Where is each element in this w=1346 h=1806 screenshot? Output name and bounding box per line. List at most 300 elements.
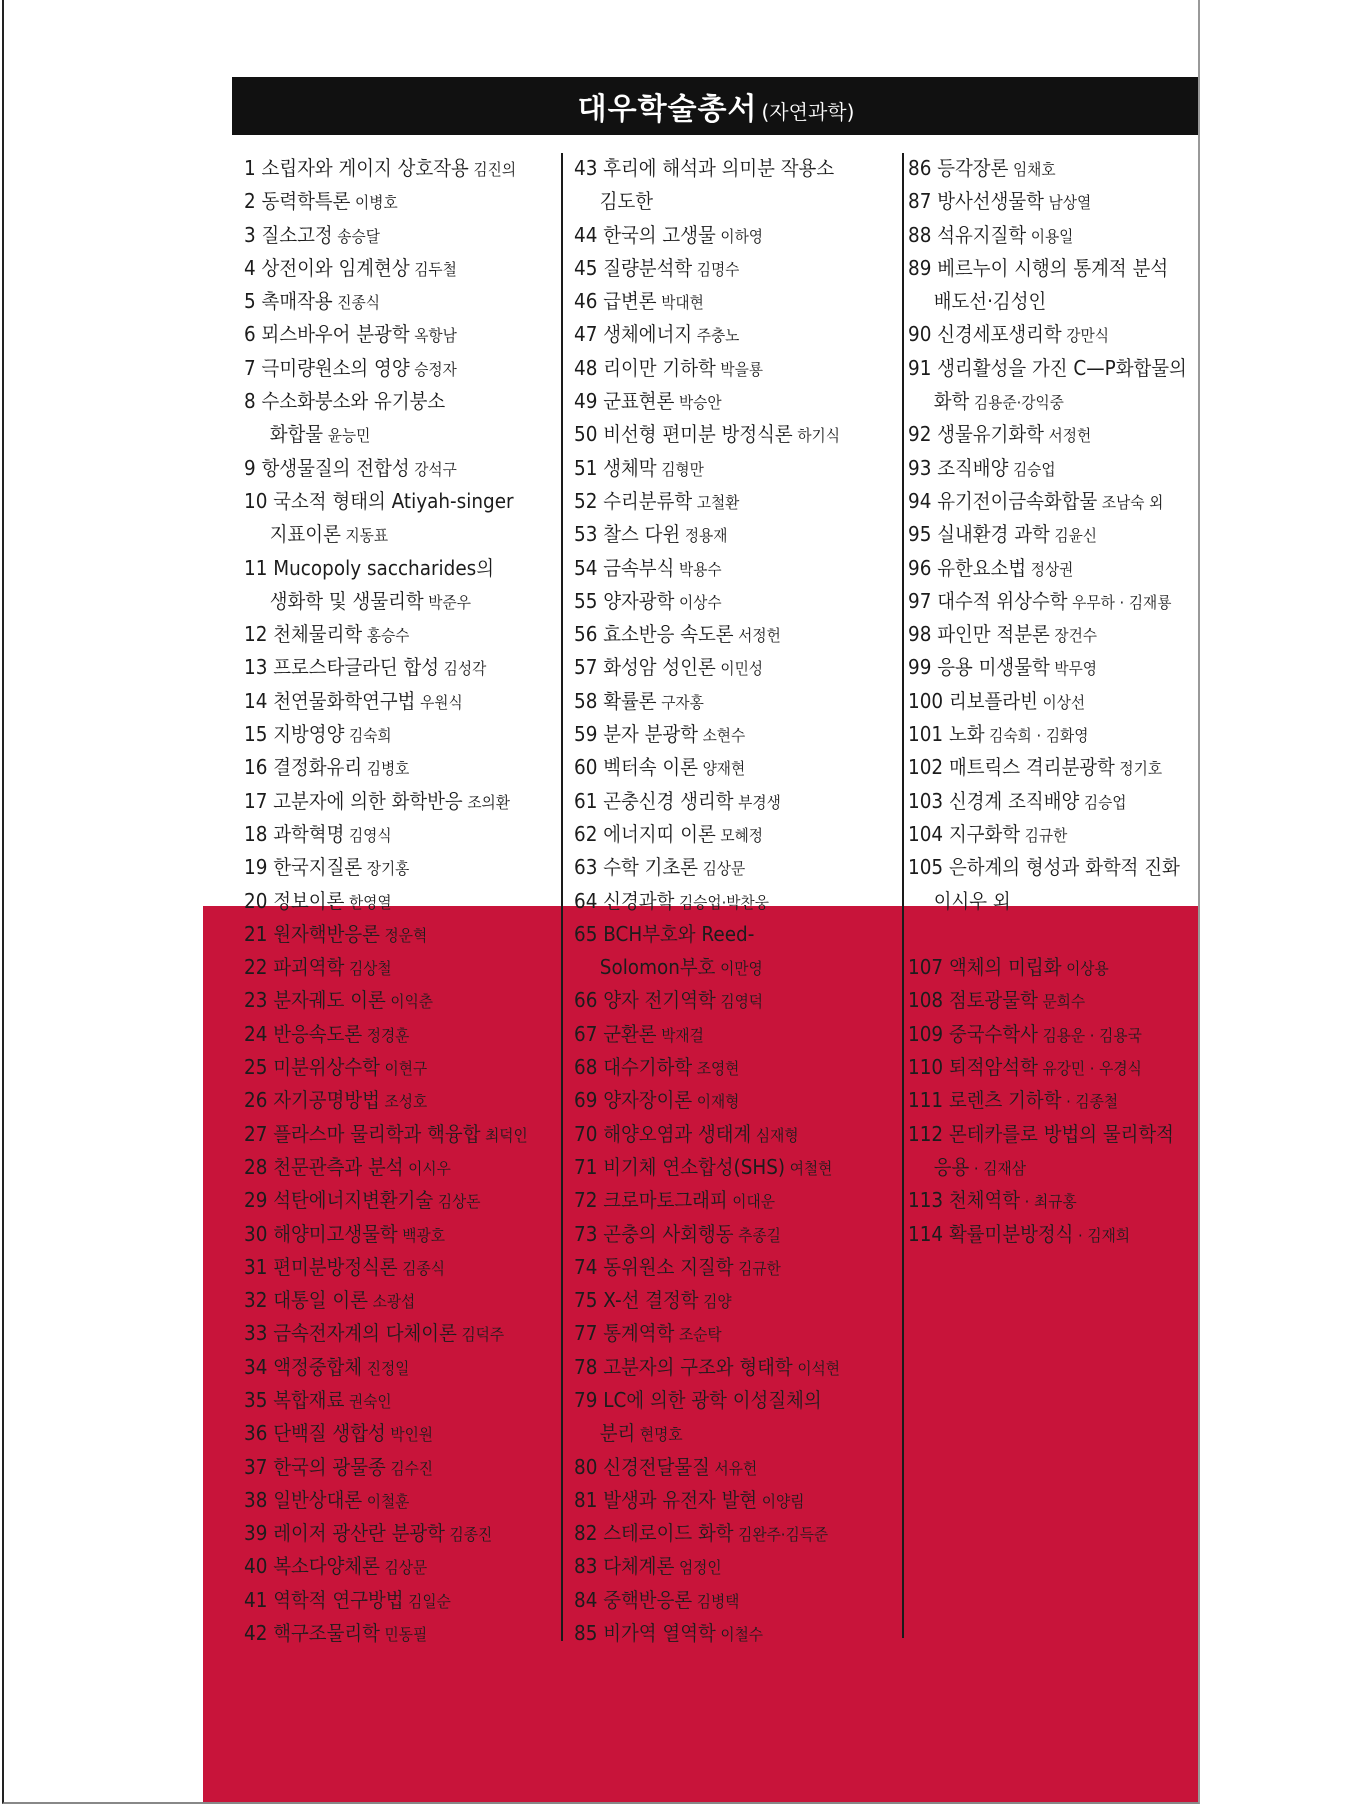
book-entry-continuation — [574, 951, 870, 984]
book-entry — [574, 352, 870, 385]
book-title: 52 수리분류학 — [574, 488, 693, 513]
book-title: 응용 — [933, 1154, 970, 1179]
book-title: 60 벡터속 이론 — [574, 755, 698, 780]
book-entry — [908, 984, 1177, 1017]
book-entry-continuation — [244, 418, 531, 451]
book-title: 25 미분위상수학 — [244, 1055, 380, 1080]
book-author: 모혜정 — [720, 825, 764, 845]
book-title: 105 은하계의 형성과 화학적 진화 — [908, 855, 1180, 880]
book-author: 장건수 — [1054, 626, 1098, 646]
book-title: 53 찰스 다윈 — [574, 522, 681, 547]
book-title: 74 동위원소 지질학 — [574, 1254, 734, 1279]
book-title: 59 분자 분광학 — [574, 722, 698, 747]
book-author: 최덕인 — [485, 1125, 528, 1145]
book-author: 조성호 — [384, 1092, 428, 1112]
book-title: 69 양자장이론 — [574, 1088, 693, 1113]
book-title: 12 천체물리학 — [244, 622, 363, 647]
series-title: 대우학술총서 — [577, 92, 758, 127]
book-title: 15 지방영양 — [244, 722, 345, 747]
book-author: 강석구 — [414, 459, 457, 479]
book-entry — [908, 1184, 1177, 1217]
book-author: 김일순 — [408, 1591, 451, 1611]
book-author: 서정헌 — [738, 626, 781, 646]
book-title: 36 단백질 생합성 — [244, 1421, 386, 1446]
book-title: 90 신경세포생리학 — [908, 322, 1062, 347]
book-author: 승정자 — [414, 359, 457, 379]
book-entry — [574, 285, 870, 318]
book-entry — [244, 385, 531, 418]
book-author: 지동표 — [345, 526, 389, 546]
book-entry — [908, 585, 1177, 618]
book-author: 박재걸 — [661, 1025, 704, 1045]
book-author: 김상철 — [348, 959, 392, 979]
book-title: 95 실내환경 과학 — [908, 522, 1050, 547]
book-entry — [244, 718, 531, 751]
book-title: 104 지구화학 — [908, 821, 1021, 846]
book-author: 홍승수 — [366, 626, 410, 646]
book-title: 2 동력학특론 — [244, 189, 351, 214]
book-author: 김승업 — [1012, 459, 1056, 479]
book-entry-continuation — [574, 1417, 870, 1450]
book-author: 김형만 — [661, 459, 704, 479]
book-entry — [908, 685, 1177, 718]
book-title: 배도선·김성인 — [933, 289, 1047, 314]
book-author: 정기호 — [1119, 759, 1163, 779]
book-title: 78 고분자의 구조와 형태학 — [574, 1354, 793, 1379]
book-entry-continuation — [244, 585, 531, 618]
book-author: 진정일 — [366, 1358, 410, 1378]
book-entry — [574, 1617, 870, 1650]
book-author: 이상수 — [678, 592, 722, 612]
book-title: 10 국소적 형태의 Atiyah-singer — [244, 488, 514, 513]
book-title: 21 원자핵반응론 — [244, 921, 380, 946]
book-title: 67 군환론 — [574, 1021, 657, 1046]
book-author: 김병호 — [366, 759, 410, 779]
book-entry — [908, 818, 1177, 851]
book-entry — [574, 418, 870, 451]
book-entry — [244, 1018, 531, 1051]
book-author: 이하영 — [720, 226, 764, 246]
book-title: 114 확률미분방정식 — [908, 1221, 1074, 1246]
book-title: 88 석유지질학 — [908, 222, 1027, 247]
book-author: 임채호 — [1012, 160, 1056, 179]
book-title: 77 통계역학 — [574, 1321, 675, 1346]
book-title: 33 금속전자계의 다체이론 — [244, 1321, 457, 1346]
book-entry — [244, 1484, 531, 1517]
book-title: 30 해양미고생물학 — [244, 1221, 398, 1246]
book-author: · 김재희 — [1077, 1225, 1131, 1245]
book-entry — [574, 651, 870, 684]
book-title: 112 몬테카를로 방법의 물리학적 — [908, 1121, 1174, 1146]
book-title: 35 복합재료 — [244, 1387, 345, 1412]
book-title: 3 질소고정 — [244, 222, 333, 247]
book-entry — [574, 518, 870, 551]
book-author: 김숙희 · 김화영 — [989, 726, 1089, 746]
book-entry — [574, 552, 870, 585]
book-title: 81 발생과 유전자 발현 — [574, 1487, 758, 1512]
book-title: 이시우 외 — [933, 888, 1011, 913]
book-title: 75 X-선 결정학 — [574, 1288, 699, 1313]
book-entry — [244, 285, 531, 318]
book-entry — [244, 751, 531, 784]
book-title: 92 생물유기화학 — [908, 422, 1044, 447]
book-author: 김종식 — [402, 1258, 445, 1278]
book-entry — [908, 651, 1177, 684]
book-title: 42 핵구조물리학 — [244, 1621, 380, 1646]
book-entry — [244, 851, 531, 884]
book-entry — [244, 1517, 531, 1550]
book-author: 한영열 — [348, 892, 392, 912]
book-entry — [244, 918, 531, 951]
book-entry — [244, 885, 531, 918]
book-entry — [244, 1051, 531, 1084]
book-author: 여철현 — [789, 1158, 833, 1178]
book-entry — [574, 785, 870, 818]
book-entry — [574, 984, 870, 1017]
book-entry — [244, 1617, 531, 1650]
book-title: 34 액정중합체 — [244, 1354, 363, 1379]
book-title: 93 조직배양 — [908, 455, 1009, 480]
book-title: 103 신경계 조직배양 — [908, 788, 1080, 813]
book-author: 이철수 — [720, 1625, 764, 1645]
book-author: 박인원 — [390, 1425, 434, 1445]
book-author: 김승업 — [1083, 792, 1127, 812]
book-author: 조의환 — [467, 792, 510, 812]
book-author: 옥항남 — [414, 326, 457, 346]
book-title: 101 노화 — [908, 722, 985, 747]
book-entry — [244, 1417, 531, 1450]
book-title: 9 항생물질의 전합성 — [244, 455, 410, 480]
book-title: 113 천체역학 — [908, 1188, 1021, 1213]
book-title: 4 상전이와 임계현상 — [244, 255, 410, 280]
book-entry — [908, 252, 1177, 285]
book-author: 김영덕 — [720, 992, 764, 1012]
book-entry — [244, 1384, 531, 1417]
book-author: 이만영 — [720, 959, 763, 979]
book-title: 27 플라스마 물리학과 핵융합 — [244, 1121, 481, 1146]
book-title: 28 천문관측과 분석 — [244, 1154, 404, 1179]
book-title: 19 한국지질론 — [244, 855, 363, 880]
book-title: 분리 — [599, 1421, 636, 1446]
book-entry — [908, 1118, 1177, 1151]
book-entry — [908, 418, 1177, 451]
book-entry — [574, 385, 870, 418]
book-entry — [908, 352, 1187, 385]
book-author: 김덕주 — [461, 1325, 505, 1345]
book-title: 55 양자광학 — [574, 588, 675, 613]
book-title: 22 파괴역학 — [244, 955, 345, 980]
book-author: 김명수 — [696, 259, 740, 279]
book-title: 38 일반상대론 — [244, 1487, 363, 1512]
book-entry — [574, 1451, 870, 1484]
page — [2, 0, 1200, 1804]
book-author: 남상열 — [1048, 193, 1092, 213]
book-author: 우원식 — [420, 692, 463, 712]
book-author: 김규한 — [1024, 825, 1068, 845]
book-entry — [574, 918, 870, 951]
book-author: 김상돈 — [437, 1192, 481, 1212]
book-entry — [908, 851, 1180, 884]
book-list-column-1 — [244, 152, 556, 1650]
series-subtitle: (자연과학) — [761, 99, 855, 124]
book-author: · 김재삼 — [973, 1158, 1026, 1178]
book-title: 68 대수기하학 — [574, 1055, 693, 1080]
book-author: 윤능민 — [327, 426, 371, 446]
book-entry — [574, 818, 870, 851]
book-title: 45 질량분석학 — [574, 255, 693, 280]
book-entry — [574, 1351, 870, 1384]
book-author: 강만식 — [1066, 326, 1109, 346]
book-entry — [574, 1284, 870, 1317]
book-title: 44 한국의 고생물 — [574, 222, 716, 247]
book-author: 이상선 — [1042, 692, 1086, 712]
book-author: 문희수 — [1042, 992, 1086, 1012]
book-entry — [244, 984, 531, 1017]
book-entry — [908, 518, 1177, 551]
book-title: 61 곤충신경 생리학 — [574, 788, 734, 813]
book-author: 김상문 — [384, 1558, 428, 1578]
book-title: 110 퇴적암석학 — [908, 1055, 1038, 1080]
book-entry — [244, 618, 531, 651]
book-title: 65 BCH부호와 Reed- — [574, 921, 755, 946]
book-entry — [908, 219, 1177, 252]
book-author: 김숙희 — [348, 726, 392, 746]
book-entry — [574, 585, 870, 618]
book-author: 박대현 — [661, 293, 704, 313]
book-title: 57 화성암 성인론 — [574, 655, 716, 680]
book-title: 29 석탄에너지변환기술 — [244, 1188, 434, 1213]
book-author: 소현수 — [702, 726, 746, 746]
book-entry — [244, 1451, 531, 1484]
book-author: 양재현 — [702, 759, 746, 779]
book-author: 박준우 — [428, 592, 471, 612]
book-entry — [244, 1184, 531, 1217]
book-entry — [908, 1218, 1177, 1251]
book-author: 소광섭 — [372, 1292, 416, 1312]
book-entry — [574, 252, 870, 285]
book-author: · 최규홍 — [1024, 1192, 1077, 1212]
book-entry — [244, 685, 531, 718]
book-title: 54 금속부식 — [574, 555, 675, 580]
book-title: 82 스테로이드 화학 — [574, 1521, 734, 1546]
book-author: 조순탁 — [678, 1325, 722, 1345]
book-title: 5 촉매작용 — [244, 289, 333, 314]
book-title: 64 신경과학 — [574, 888, 675, 913]
book-author: 추종길 — [738, 1225, 781, 1245]
book-author: 정상권 — [1030, 559, 1074, 579]
book-title: 83 다체계론 — [574, 1554, 675, 1579]
book-title: 26 자기공명방법 — [244, 1088, 380, 1113]
book-entry — [244, 1584, 531, 1617]
book-entry — [244, 485, 531, 518]
book-title: 108 점토광물학 — [908, 988, 1038, 1013]
book-entry — [908, 452, 1177, 485]
book-entry — [574, 1550, 870, 1583]
book-author: 김양 — [703, 1292, 732, 1312]
book-author: 조남숙 외 — [1101, 492, 1164, 512]
book-author: 송승달 — [337, 226, 380, 246]
book-entry — [908, 1018, 1177, 1051]
book-entry — [908, 751, 1177, 784]
book-title: 72 크로마토그래피 — [574, 1188, 728, 1213]
book-author: 박승안 — [678, 393, 722, 413]
book-author: 김영식 — [348, 825, 392, 845]
book-author: 하기식 — [797, 426, 840, 446]
book-title: 14 천연물화학연구법 — [244, 688, 416, 713]
book-entry — [244, 818, 531, 851]
book-title: 46 급변론 — [574, 289, 657, 314]
book-title: 37 한국의 광물종 — [244, 1454, 386, 1479]
book-author: 이민성 — [720, 659, 764, 679]
book-entry — [244, 1284, 531, 1317]
book-entry — [244, 951, 531, 984]
book-entry — [244, 219, 531, 252]
book-entry — [244, 252, 531, 285]
book-title: 50 비선형 편미분 방정식론 — [574, 422, 793, 447]
book-entry — [574, 1384, 870, 1417]
book-title: 87 방사선생물학 — [908, 189, 1044, 214]
book-author: 김병택 — [696, 1591, 740, 1611]
book-title: 94 유기전이금속화합물 — [908, 488, 1098, 513]
book-author: 진종식 — [337, 293, 380, 313]
book-author: 우무하 · 김재룡 — [1072, 592, 1172, 612]
book-author: 박을룡 — [720, 359, 764, 379]
book-title: 62 에너지띠 이론 — [574, 821, 716, 846]
book-author: 김윤신 — [1054, 526, 1098, 546]
book-author: 이시우 — [408, 1158, 451, 1178]
book-entry — [244, 552, 531, 585]
book-entry — [574, 318, 870, 351]
book-title: 13 프로스타글라딘 합성 — [244, 655, 440, 680]
book-entry — [574, 1584, 870, 1617]
book-entry — [908, 552, 1177, 585]
book-title: 79 LC에 의한 광학 이성질체의 — [574, 1387, 822, 1412]
book-title: 23 분자궤도 이론 — [244, 988, 386, 1013]
book-title: 89 베르누이 시행의 통계적 분석 — [908, 255, 1169, 280]
book-author: 이병호 — [355, 193, 398, 213]
book-title: 지표이론 — [269, 522, 341, 547]
column-divider — [902, 153, 904, 1638]
book-author: 김진의 — [473, 160, 517, 179]
book-author: 이철훈 — [366, 1491, 410, 1511]
book-title: 17 고분자에 의한 화학반응 — [244, 788, 463, 813]
book-author: 김수진 — [390, 1458, 434, 1478]
book-entry — [908, 485, 1177, 518]
book-title: 24 반응속도론 — [244, 1021, 363, 1046]
book-title: 7 극미량원소의 영양 — [244, 355, 410, 380]
book-author: 박무영 — [1054, 659, 1098, 679]
book-entry — [244, 1317, 531, 1350]
book-author: 이익춘 — [390, 992, 434, 1012]
book-entry — [244, 1084, 531, 1117]
column-divider — [561, 153, 563, 1641]
book-author: 주충노 — [696, 326, 740, 346]
book-entry — [574, 1218, 870, 1251]
book-title: 91 생리활성을 가진 C—P화합물의 — [908, 355, 1187, 380]
book-title: 58 확률론 — [574, 688, 657, 713]
book-title: 32 대통일 이론 — [244, 1288, 368, 1313]
book-entry-continuation — [574, 185, 870, 218]
book-entry — [244, 1218, 531, 1251]
book-title: 6 뫼스바우어 분광학 — [244, 322, 410, 347]
book-list-column-2 — [574, 152, 896, 1650]
book-title: 70 해양오염과 생태계 — [574, 1121, 752, 1146]
book-title: 56 효소반응 속도론 — [574, 622, 734, 647]
book-entry — [244, 651, 531, 684]
book-entry — [574, 618, 870, 651]
book-entry — [574, 1184, 870, 1217]
book-author: 김승업·박찬웅 — [678, 892, 769, 912]
book-author: 현명호 — [639, 1425, 683, 1445]
book-title: 96 유한요소법 — [908, 555, 1027, 580]
book-entry — [908, 1084, 1177, 1117]
book-entry — [244, 1550, 531, 1583]
book-entry-continuation — [244, 518, 531, 551]
book-author: 이대운 — [732, 1192, 775, 1212]
book-title: 생화학 및 생물리학 — [269, 588, 424, 613]
book-title: 16 결정화유리 — [244, 755, 363, 780]
book-title: 43 후리에 해석과 의미분 작용소 — [574, 156, 835, 180]
book-title: 11 Mucopoly saccharides의 — [244, 555, 495, 580]
book-entry-continuation — [908, 385, 1177, 418]
book-author: 고철환 — [696, 492, 740, 512]
book-entry — [574, 851, 870, 884]
book-author: 김완주·김득준 — [738, 1525, 829, 1545]
book-title: 47 생체에너지 — [574, 322, 693, 347]
book-title: 109 중국수학사 — [908, 1021, 1038, 1046]
book-author: 김성각 — [443, 659, 487, 679]
book-title: Solomon부호 — [599, 955, 716, 980]
book-entry — [574, 219, 870, 252]
book-entry — [244, 152, 531, 185]
book-title: 40 복소다양체론 — [244, 1554, 380, 1579]
book-author: · 김종철 — [1066, 1092, 1119, 1112]
book-title: 51 생체막 — [574, 455, 657, 480]
book-title: 85 비가역 열역학 — [574, 1621, 716, 1646]
book-entry — [908, 185, 1177, 218]
book-author: 부경생 — [738, 792, 781, 812]
book-title: 49 군표현론 — [574, 389, 675, 414]
book-author: 권숙인 — [348, 1391, 392, 1411]
book-entry — [574, 1251, 870, 1284]
book-title: 66 양자 전기역학 — [574, 988, 716, 1013]
book-author: 조영현 — [696, 1059, 740, 1079]
book-author: 김용준·강익중 — [973, 393, 1064, 413]
book-author: 이상용 — [1066, 959, 1109, 979]
book-title: 41 역학적 연구방법 — [244, 1587, 404, 1612]
book-author: 이용일 — [1030, 226, 1074, 246]
book-entry-continuation — [908, 285, 1177, 318]
book-entry — [244, 185, 531, 218]
book-author: 장기홍 — [366, 859, 410, 879]
book-title: 48 리이만 기하학 — [574, 355, 716, 380]
book-title: 80 신경전달물질 — [574, 1454, 710, 1479]
book-entry — [244, 785, 531, 818]
book-author: 이재형 — [696, 1092, 740, 1112]
book-entry — [574, 1051, 870, 1084]
book-title: 111 로렌츠 기하학 — [908, 1088, 1062, 1113]
book-entry — [908, 618, 1177, 651]
book-entry — [574, 1151, 870, 1184]
book-entry — [244, 1351, 531, 1384]
book-author: 서정헌 — [1048, 426, 1092, 446]
book-title: 김도한 — [599, 189, 654, 214]
book-author: 정경훈 — [366, 1025, 410, 1045]
book-title: 84 중핵반응론 — [574, 1587, 693, 1612]
book-title: 1 소립자와 게이지 상호작용 — [244, 156, 469, 180]
book-entry — [244, 352, 531, 385]
book-list-column-3 — [908, 152, 1200, 1251]
